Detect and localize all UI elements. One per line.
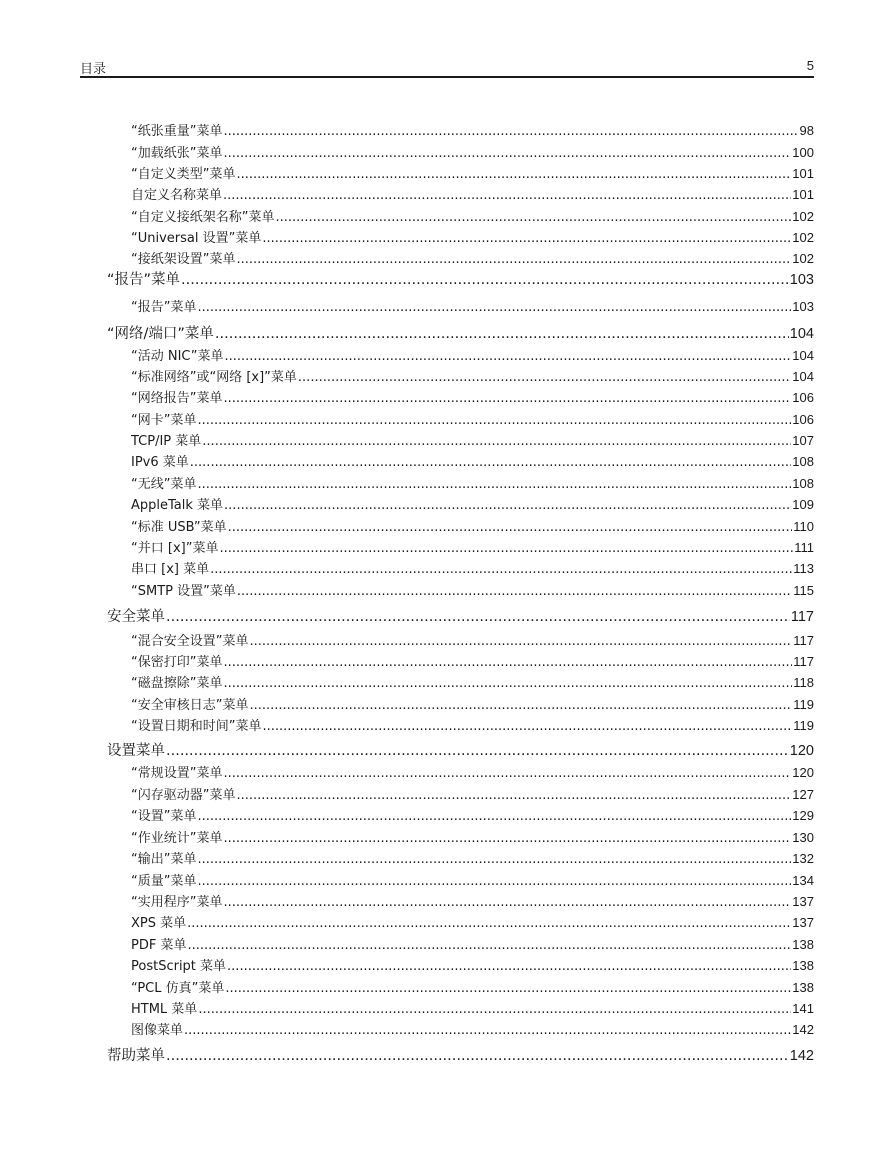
toc-entry-page-number: 102 <box>792 230 814 245</box>
dot-leader <box>237 584 792 599</box>
dot-leader <box>298 370 791 385</box>
dot-leader <box>190 455 792 470</box>
dot-leader <box>236 252 791 267</box>
toc-entry-title: “自定义类型”菜单 <box>131 167 236 182</box>
toc-entry[interactable] <box>131 694 814 713</box>
toc-entry-title: “自定义接纸架名称”菜单 <box>131 210 275 225</box>
dot-leader <box>197 874 791 889</box>
toc-entry-title: “接纸架设置”菜单 <box>131 252 236 267</box>
toc-entry-title: PDF 菜单 <box>131 938 187 953</box>
toc-entry-title: 自定义名称菜单 <box>131 188 223 203</box>
toc-entry[interactable] <box>131 142 814 161</box>
toc-entry[interactable] <box>131 184 814 203</box>
toc-entry-page-number: 104 <box>792 348 814 363</box>
toc-entry-page-number: 101 <box>792 166 814 181</box>
toc-entry[interactable] <box>131 494 814 513</box>
toc-section-entry[interactable] <box>107 739 814 760</box>
toc-entry-title: “网卡”菜单 <box>131 413 197 428</box>
toc-entry-title: “并口 [x]”菜单 <box>131 541 219 556</box>
toc-entry-page-number: 134 <box>792 873 814 888</box>
dot-leader <box>197 300 791 315</box>
dot-leader <box>224 498 791 513</box>
dot-leader <box>197 809 791 824</box>
dot-leader <box>223 188 791 203</box>
toc-entry-page-number: 119 <box>793 718 814 733</box>
toc-entry[interactable] <box>131 672 814 691</box>
toc-entry[interactable] <box>131 1019 814 1038</box>
toc-entry[interactable] <box>131 163 814 182</box>
toc-entry[interactable] <box>131 827 814 846</box>
toc-entry-title: “设置日期和时间”菜单 <box>131 719 262 734</box>
dot-leader <box>249 634 792 649</box>
toc-entry-page-number: 129 <box>792 808 814 823</box>
toc-entry-title: “活动 NIC”菜单 <box>131 349 224 364</box>
toc-entry[interactable] <box>131 784 814 803</box>
toc-entry-title: “闪存驱动器”菜单 <box>131 788 236 803</box>
dot-leader <box>228 520 793 535</box>
toc-entry-page-number: 142 <box>792 1022 814 1037</box>
toc-entry[interactable] <box>131 558 814 577</box>
toc-entry[interactable] <box>131 580 814 599</box>
toc-entry-title: “报告”菜单 <box>107 272 181 288</box>
toc-entry-page-number: 138 <box>792 937 814 952</box>
dot-leader <box>225 981 791 996</box>
toc-entry[interactable] <box>131 366 814 385</box>
toc-entry-title: “标准网络”或“网络 [x]”菜单 <box>131 370 297 385</box>
toc-entry-page-number: 113 <box>793 561 814 576</box>
toc-entry-page-number: 104 <box>789 326 814 342</box>
toc-entry-title: “加载纸张”菜单 <box>131 146 223 161</box>
dot-leader <box>184 1023 791 1038</box>
toc-entry-title: “质量”菜单 <box>131 874 197 889</box>
toc-entry-title: “网络报告”菜单 <box>131 391 223 406</box>
toc-entry[interactable] <box>131 715 814 734</box>
toc-entry-page-number: 118 <box>793 675 814 690</box>
toc-entry-page-number: 109 <box>792 497 814 512</box>
toc-entry-page-number: 103 <box>792 299 814 314</box>
toc-entry-title: 图像菜单 <box>131 1023 184 1038</box>
toc-entry-page-number: 106 <box>792 412 814 427</box>
dot-leader <box>202 434 791 449</box>
toc-entry[interactable] <box>131 630 814 649</box>
toc-entry-title: “输出”菜单 <box>131 852 197 867</box>
toc-entry-page-number: 138 <box>792 958 814 973</box>
toc-entry[interactable] <box>131 296 814 315</box>
toc-entry[interactable] <box>131 870 814 889</box>
toc-entry[interactable] <box>131 891 814 910</box>
toc-entry-title: XPS 菜单 <box>131 916 187 931</box>
toc-entry-title: “设置”菜单 <box>131 809 197 824</box>
toc-entry-page-number: 106 <box>792 390 814 405</box>
toc-entry-title: 帮助菜单 <box>107 1048 165 1064</box>
toc-entry[interactable] <box>131 120 814 139</box>
toc-entry-page-number: 119 <box>793 697 814 712</box>
toc-entry-title: “磁盘擦除”菜单 <box>131 676 223 691</box>
toc-entry-page-number: 104 <box>792 369 814 384</box>
toc-section-entry[interactable] <box>107 1044 814 1065</box>
toc-entry-title: PostScript 菜单 <box>131 959 227 974</box>
toc-entry-page-number: 137 <box>792 915 814 930</box>
toc-section-entry[interactable] <box>107 268 814 289</box>
toc-entry-page-number: 100 <box>792 145 814 160</box>
dot-leader <box>187 938 791 953</box>
dot-leader <box>223 124 798 139</box>
header-page-number: 5 <box>806 58 814 73</box>
dot-leader <box>181 272 789 288</box>
dot-leader <box>166 609 790 625</box>
dot-leader <box>223 766 791 781</box>
dot-leader <box>219 541 793 556</box>
toc-entry-title: “混合安全设置”菜单 <box>131 634 249 649</box>
toc-entry-page-number: 142 <box>789 1048 814 1064</box>
dot-leader <box>187 916 791 931</box>
dot-leader <box>223 831 791 846</box>
toc-entry-page-number: 120 <box>789 743 814 759</box>
toc-entry-page-number: 117 <box>790 609 814 625</box>
toc-entry-page-number: 108 <box>792 476 814 491</box>
toc-entry[interactable] <box>131 537 814 556</box>
dot-leader <box>166 743 789 759</box>
dot-leader <box>223 655 792 670</box>
toc-entry-title: 设置菜单 <box>107 743 165 759</box>
toc-entry-title: “实用程序”菜单 <box>131 895 223 910</box>
toc-entry[interactable] <box>131 206 814 225</box>
toc-entry-title: “常规设置”菜单 <box>131 766 223 781</box>
dot-leader <box>166 1048 789 1064</box>
toc-entry[interactable] <box>131 345 814 364</box>
toc-entry[interactable] <box>131 805 814 824</box>
dot-leader <box>197 413 791 428</box>
toc-entry-title: “SMTP 设置”菜单 <box>131 584 236 599</box>
toc-entry-title: “纸张重量”菜单 <box>131 124 223 139</box>
dot-leader <box>224 349 791 364</box>
toc-entry-title: HTML 菜单 <box>131 1002 198 1017</box>
toc-entry[interactable] <box>131 387 814 406</box>
toc-entry-title: “作业统计”菜单 <box>131 831 223 846</box>
toc-entry-title: “无线”菜单 <box>131 477 197 492</box>
toc-entry-title: IPv6 菜单 <box>131 455 189 470</box>
toc-entry-title: AppleTalk 菜单 <box>131 498 224 513</box>
toc-entry[interactable] <box>131 998 814 1017</box>
toc-entry-page-number: 117 <box>793 633 814 648</box>
toc-entry-page-number: 115 <box>793 583 814 598</box>
dot-leader <box>215 326 789 342</box>
dot-leader <box>210 562 792 577</box>
toc-entry[interactable] <box>131 451 814 470</box>
dot-leader <box>249 698 792 713</box>
toc-entry-page-number: 132 <box>792 851 814 866</box>
toc-entry[interactable] <box>131 977 814 996</box>
toc-entry-page-number: 111 <box>794 540 814 555</box>
toc-entry[interactable] <box>131 848 814 867</box>
toc-entry-page-number: 98 <box>799 123 814 138</box>
dot-leader <box>223 146 791 161</box>
toc-entry[interactable] <box>131 473 814 492</box>
toc-entry-page-number: 141 <box>792 1001 814 1016</box>
toc-entry-page-number: 110 <box>793 519 814 534</box>
toc-entry-title: “报告”菜单 <box>131 300 197 315</box>
dot-leader <box>236 788 791 803</box>
toc-entry[interactable] <box>131 955 814 974</box>
dot-leader <box>275 210 791 225</box>
toc-entry-title: “安全审核日志”菜单 <box>131 698 249 713</box>
toc-entry-page-number: 138 <box>792 980 814 995</box>
toc-entry-title: “保密打印”菜单 <box>131 655 223 670</box>
toc-entry-page-number: 120 <box>792 765 814 780</box>
toc-entry-page-number: 117 <box>793 654 814 669</box>
page-header <box>80 58 814 78</box>
dot-leader <box>262 719 792 734</box>
toc-entry[interactable] <box>131 762 814 781</box>
toc-section-entry[interactable] <box>107 322 814 343</box>
toc-entry[interactable] <box>131 516 814 535</box>
toc-entry[interactable] <box>131 912 814 931</box>
toc-entry-page-number: 107 <box>792 433 814 448</box>
toc-entry-page-number: 137 <box>792 894 814 909</box>
toc-entry-title: “网络/端口”菜单 <box>107 326 214 342</box>
toc-section-entry[interactable] <box>107 605 814 626</box>
toc-entry-page-number: 102 <box>792 209 814 224</box>
dot-leader <box>236 167 791 182</box>
toc-entry-title: “Universal 设置”菜单 <box>131 231 262 246</box>
toc-entry-title: TCP/IP 菜单 <box>131 434 202 449</box>
toc-entry-page-number: 102 <box>792 251 814 266</box>
toc-entry[interactable] <box>131 227 814 246</box>
toc-entry[interactable] <box>131 651 814 670</box>
toc-entry-title: “PCL 仿真”菜单 <box>131 981 225 996</box>
dot-leader <box>197 477 791 492</box>
toc-entry-page-number: 108 <box>792 454 814 469</box>
toc-entry[interactable] <box>131 409 814 428</box>
dot-leader <box>227 959 791 974</box>
dot-leader <box>223 895 791 910</box>
toc-entry-page-number: 101 <box>792 187 814 202</box>
toc-entry-title: 安全菜单 <box>107 609 165 625</box>
toc-entry-page-number: 130 <box>792 830 814 845</box>
toc-entry-title: 串口 [x] 菜单 <box>131 562 210 577</box>
header-section-title: 目录 <box>80 62 107 77</box>
toc-entry-page-number: 127 <box>792 787 814 802</box>
toc-entry[interactable] <box>131 934 814 953</box>
toc-entry-title: “标准 USB”菜单 <box>131 520 227 535</box>
toc-entry-page-number: 103 <box>789 272 814 288</box>
dot-leader <box>223 676 792 691</box>
toc-entry[interactable] <box>131 430 814 449</box>
dot-leader <box>262 231 791 246</box>
dot-leader <box>223 391 791 406</box>
dot-leader <box>198 1002 791 1017</box>
dot-leader <box>197 852 791 867</box>
toc-entry[interactable] <box>131 248 814 267</box>
